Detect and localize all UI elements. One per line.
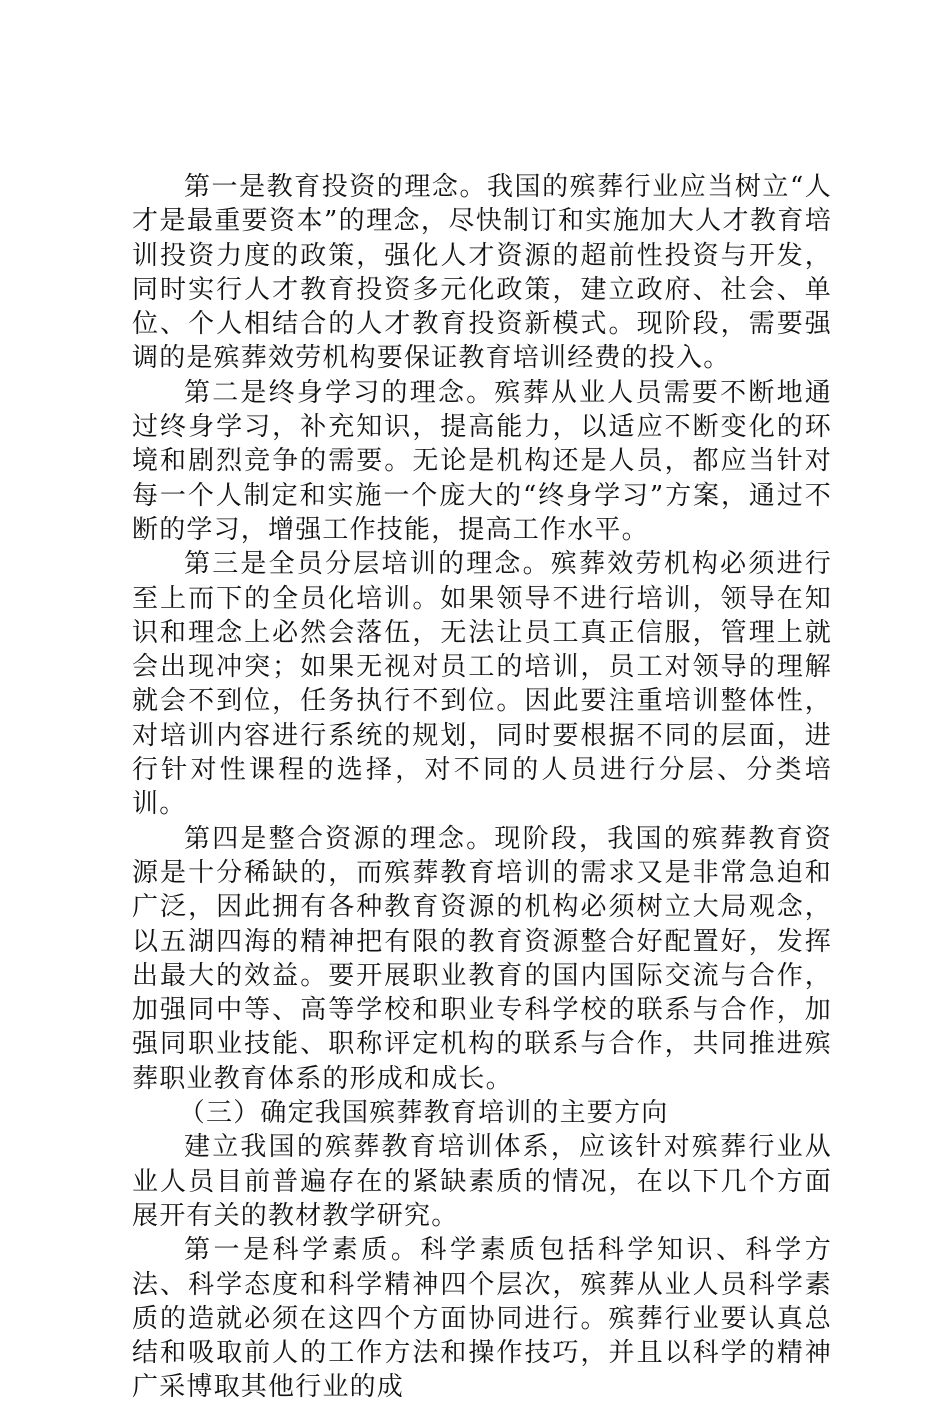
paragraph-education-investment: 第一是教育投资的理念。我国的殡葬行业应当树立“人才是最重要资本”的理念，尽快制订和实施加大人才教育培训投资力度的政策，强化人才资源的超前性投资与开发，同时实行人才教育投资多元化政策，建立政府、社会、单位、个人相结合的人才教育投资新模式。现阶段，需要强调的是殡葬效劳机构要保证教育培训经费的投入。 [132,172,832,374]
paragraph-resource-integration: 第四是整合资源的理念。现阶段，我国的殡葬教育资源是十分稀缺的，而殡葬教育培训的需求又是非常急迫和广泛，因此拥有各种教育资源的机构必须树立大局观念，以五湖四海的精神把有限的教育资源整合好配置好，发挥出最大的效益。要开展职业教育的国内国际交流与合作，加强同中等、高等学校和职业专科学校的联系与合作，加强同职业技能、职称评定机构的联系与合作，共同推进殡葬职业教育体系的形成和成长。 [132,823,832,1094]
document-page [132,170,832,1405]
section-heading: （三）确定我国殡葬教育培训的主要方向 [178,1098,669,1129]
paragraph-training-system: 建立我国的殡葬教育培训体系，应该针对殡葬行业从业人员目前普遍存在的紧缺素质的情况，在以下几个方面展开有关的教材教学研究。 [132,1132,832,1231]
paragraph-lifelong-learning: 第二是终身学习的理念。殡葬从业人员需要不断地通过终身学习，补充知识，提高能力，以适应不断变化的环境和剧烈竞争的需要。无论是机构还是人员，都应当针对每一个人制定和实施一个庞大的“终身学习”方案，通过不断的学习，增强工作技能，提高工作水平。 [132,377,832,545]
paragraph-scientific-quality: 第一是科学素质。科学素质包括科学知识、科学方法、科学态度和科学精神四个层次，殡葬从业人员科学素质的造就必须在这四个方面协同进行。殡葬行业要认真总结和吸取前人的工作方法和操作技巧，并且以科学的精神广采博取其他行业的成 [132,1235,832,1403]
paragraph-layered-training: 第三是全员分层培训的理念。殡葬效劳机构必须进行至上而下的全员化培训。如果领导不进行培训，领导在知识和理念上必然会落伍，无法让员工真正信服，管理上就会出现冲突；如果无视对员工的培训，员工对领导的理解就会不到位，任务执行不到位。因此要注重培训整体性，对培训内容进行系统的规划，同时要根据不同的层面，进行针对性课程的选择，对不同的人员进行分层、分类培训。 [132,549,832,820]
